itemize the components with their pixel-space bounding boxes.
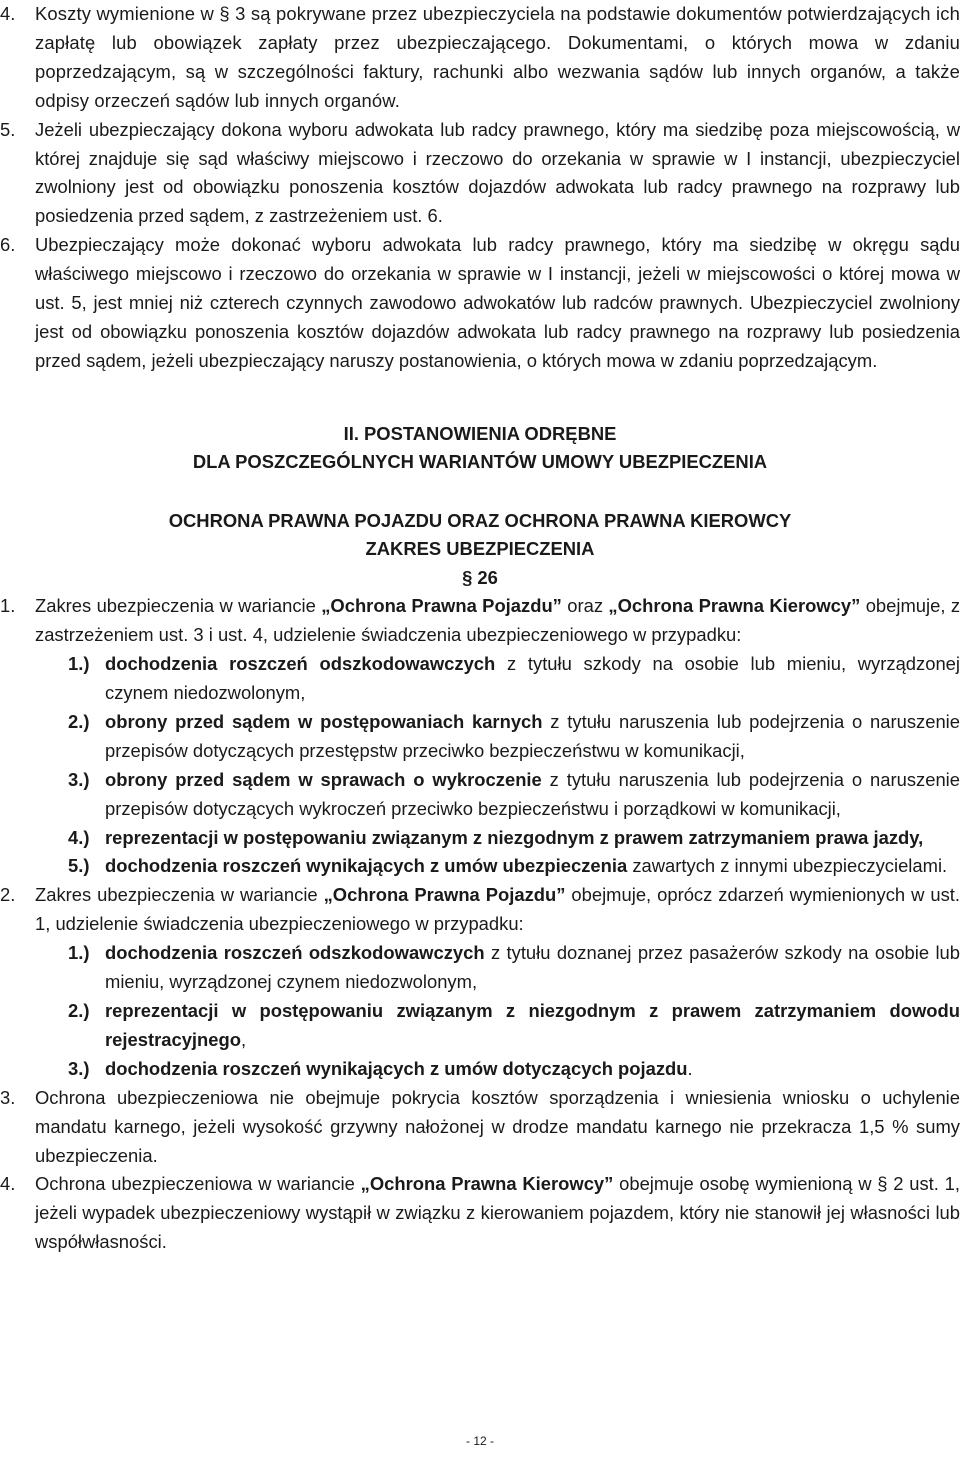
item-number: 4. — [0, 1173, 16, 1195]
sub-item — [0, 824, 960, 853]
item-text: oraz — [561, 595, 609, 617]
sub-item-text: z tytułu naruszenia lub podejrzenia o naruszenie przepisów dotyczących wykroczeń przeciwko bezpieczeństwu i porządkowi w komunikacji, — [105, 768, 960, 819]
variant-name: „Ochrona Prawna Kierowcy” — [608, 595, 861, 617]
sub-item-text: . — [687, 1057, 693, 1079]
sub-item-text: z tytułu doznanej przez pasażerów szkody na osobie lub mieniu, wyrządzonej czynem niedozwolonym, — [105, 942, 960, 993]
sub-item-text: z tytułu szkody na osobie lub mieniu, wyrządzonej czynem niedozwolonym, — [105, 653, 960, 703]
list-item — [0, 592, 960, 650]
sub-item-bold: dochodzenia roszczeń odszkodowawczych — [105, 653, 496, 675]
item-text: Ochrona ubezpieczeniowa w wariancie — [35, 1173, 361, 1195]
chapter-title: OCHRONA PRAWNA POJAZDU ORAZ OCHRONA PRAWNA KIEROWCY — [168, 509, 792, 531]
item-text: Zakres ubezpieczenia w wariancie — [35, 595, 322, 617]
chapter-subtitle: ZAKRES UBEZPIECZENIA — [365, 538, 595, 560]
sub-item — [0, 650, 960, 708]
item-text: Ubezpieczający może dokonać wyboru adwokata lub radcy prawnego, który ma siedzibę w okręgu sądu właściwego miejscowo i rzeczowo do orzekania w sprawie w I instancji, jeżeli w miejscowości o której mowa w ust. 5, jest mniej niż czterech czynnych zawodowo adwokatów lub radców prawnych. Ubezpieczyciel zwolniony jest od obowiązku ponoszenia kosztów dojazdów adwokata lub radcy prawnego na rozprawy lub posiedzenia przed sądem, jeżeli ubezpieczający naruszy postanowienia, o których mowa w zdaniu poprzedzającym. — [35, 234, 960, 371]
variant-name: „Ochrona Prawna Kierowcy” — [360, 1173, 614, 1195]
list-item — [0, 0, 960, 116]
list-item — [0, 1170, 960, 1257]
item-text: Koszty wymienione w § 3 są pokrywane przez ubezpieczyciela na podstawie dokumentów potwierdzających ich zapłatę lub obowiązek zapłaty przez ubezpieczającego. Dokumentami, o których mowa w zdaniu poprzedzającym, są w szczególności faktury, rachunki albo wezwania sądów lub innych organów, a także odpisy orzeczeń sądów lub innych organów. — [35, 3, 960, 111]
item-number: 4. — [0, 3, 16, 24]
sub-item-number: 4.) — [68, 826, 90, 848]
sub-item-bold: dochodzenia roszczeń odszkodowawczych — [105, 942, 485, 964]
item-text: obejmuje, oprócz zdarzeń wymienionych w ust. 1, udzielenie świadczenia ubezpieczeniowego w przypadku: — [35, 884, 960, 935]
item-number: 5. — [0, 118, 16, 140]
sub-item-bold: dochodzenia roszczeń wynikających z umów dotyczących pojazdu — [105, 1057, 688, 1079]
sub-item — [0, 708, 960, 766]
item-number: 6. — [0, 234, 16, 256]
item-number: 1. — [0, 595, 16, 617]
variant-name: „Ochrona Prawna Pojazdu” — [321, 595, 562, 617]
sub-item-number: 2.) — [68, 999, 90, 1021]
item-text: obejmuje, z zastrzeżeniem ust. 3 i ust. 4, udzielenie świadczenia ubezpieczeniowego w przypadku: — [35, 595, 960, 646]
sub-item-number: 2.) — [68, 710, 90, 732]
sub-item — [0, 852, 960, 881]
sub-item-bold: reprezentacji w postępowaniu związanym z niezgodnym z prawem zatrzymaniem prawa jazdy, — [105, 826, 924, 848]
sub-item-text: z tytułu naruszenia lub podejrzenia o naruszenie przepisów dotyczących przestępstw przeciwko bezpieczeństwu w komunikacji, — [105, 710, 960, 761]
sub-item-number: 3.) — [68, 1057, 90, 1079]
list-item — [0, 881, 960, 939]
list-item — [0, 1084, 960, 1171]
sub-item-text: , — [240, 1028, 247, 1050]
sub-item-number: 5.) — [68, 855, 90, 877]
sub-item-bold: obrony przed sądem w sprawach o wykroczenie — [105, 768, 542, 790]
sub-item-number: 1.) — [68, 653, 90, 675]
sub-item-bold: dochodzenia roszczeń wynikających z umów ubezpieczenia — [105, 855, 628, 877]
list-item — [0, 231, 960, 376]
item-text: Jeżeli ubezpieczający dokona wyboru adwokata lub radcy prawnego, który ma siedzibę poza miejscowością, w której znajduje się sąd właściwy miejscowo i rzeczowo do orzekania w sprawie w I instancji, ubezpieczyciel zwolniony jest od obowiązku ponoszenia kosztów dojazdów adwokata lub radcy prawnego na rozprawy lub posiedzenia przed sądem, z zastrzeżeniem ust. 6. — [35, 118, 960, 227]
sub-item — [0, 939, 960, 997]
page-number: - 12 - — [465, 1434, 494, 1448]
sub-item-text: zawartych z innymi ubezpieczycielami. — [627, 855, 948, 877]
sub-item — [0, 997, 960, 1055]
item-text: Zakres ubezpieczenia w wariancie — [35, 884, 324, 906]
section-title: II. POSTANOWIENIA ODRĘBNE — [343, 422, 617, 444]
item-number: 2. — [0, 884, 16, 906]
item-text: obejmuje osobę wymienioną w § 2 ust. 1, jeżeli wypadek ubezpieczeniowy wystąpił w związku z kierowaniem pojazdem, który nie stanowił jej własności lub współwłasności. — [35, 1173, 960, 1253]
sub-item — [0, 1055, 960, 1084]
sub-item-number: 3.) — [68, 768, 90, 790]
sub-item-bold: obrony przed sądem w postępowaniach karnych — [105, 710, 543, 732]
sub-item-number: 1.) — [68, 942, 90, 964]
paragraph-sign: § 26 — [462, 566, 498, 588]
variant-name: „Ochrona Prawna Pojazdu” — [323, 884, 566, 906]
section-subtitle: DLA POSZCZEGÓLNYCH WARIANTÓW UMOWY UBEZPIECZENIA — [192, 451, 768, 473]
sub-item — [0, 766, 960, 824]
item-number: 3. — [0, 1086, 16, 1108]
item-text: Ochrona ubezpieczeniowa nie obejmuje pokrycia kosztów sporządzenia i wniesienia wniosku o uchylenie mandatu karnego, jeżeli wysokość grzywny nałożonej w drodze mandatu karnego nie przekracza 1,5 % sumy ubezpieczenia. — [35, 1086, 960, 1166]
list-item — [0, 116, 960, 232]
sub-item-bold: reprezentacji w postępowaniu związanym z niezgodnym z prawem zatrzymaniem dowodu rejestracyjnego — [105, 999, 960, 1050]
